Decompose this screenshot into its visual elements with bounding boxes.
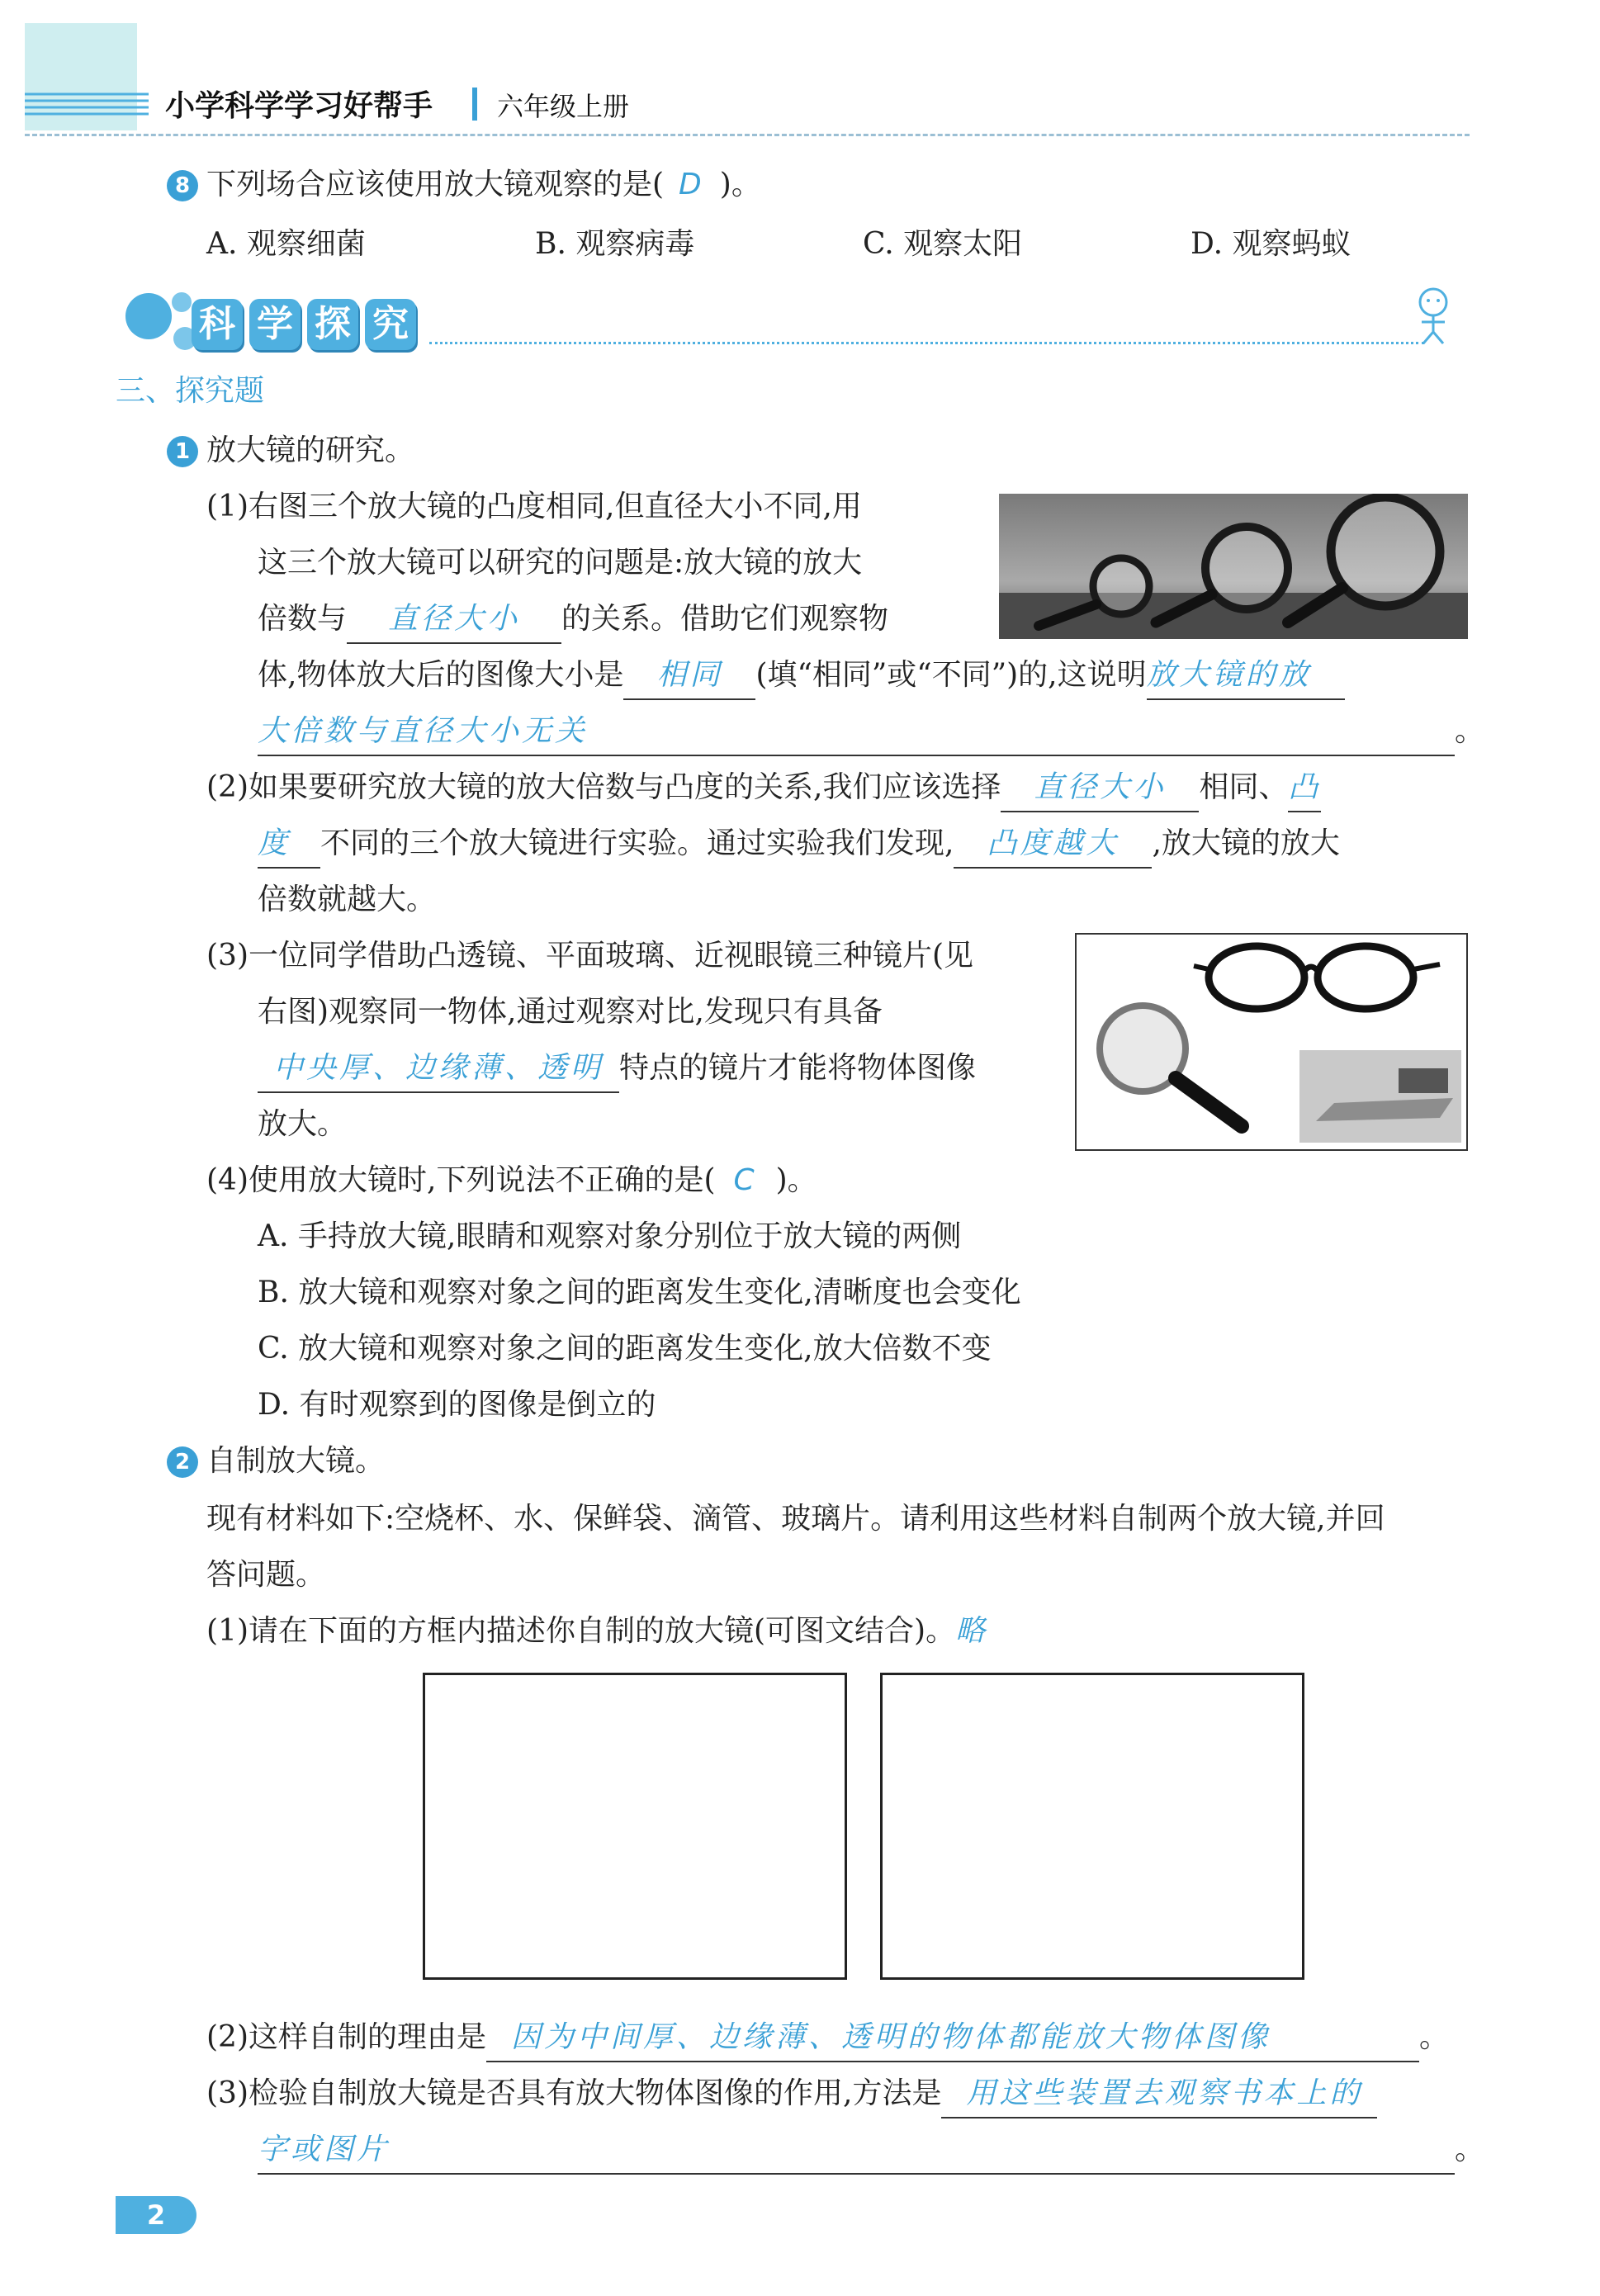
answer-blank: 凸 [1288, 765, 1321, 812]
answer-blank: 直径大小 [347, 596, 561, 644]
banner-char: 学 [249, 299, 301, 350]
p1-s1-line5 [258, 703, 1484, 760]
question-number-badge: 8 [167, 170, 198, 201]
p1-s3-line3 [258, 1040, 976, 1096]
p1-s1-line2: 这三个放大镜可以研究的问题是:放大镜的放大 [258, 546, 863, 580]
p1-s2-line1 [206, 760, 1321, 816]
drawing-box-2[interactable] [880, 1673, 1304, 1980]
option-a: A. 观察细菌 [206, 227, 366, 261]
answer-blank: 因为中间厚、边缘薄、透明的物体都能放大物体图像 [486, 2014, 1419, 2062]
p2-s1 [206, 1603, 985, 1659]
drawing-box-1[interactable] [423, 1673, 847, 1980]
banner-char: 科 [192, 299, 243, 350]
p1-s1-line3 [258, 591, 888, 647]
problem-number-badge: 1 [167, 436, 198, 467]
p1-s3-line1: (3)一位同学借助凸透镜、平面玻璃、近视眼镜三种镜片(见 [206, 939, 974, 973]
banner-divider [429, 342, 1424, 344]
answer-blank: 放大镜的放 [1147, 652, 1345, 700]
p2-intro-line1: 现有材料如下:空烧杯、水、保鲜袋、滴管、玻璃片。请利用这些材料自制两个放大镜,并回 [206, 1502, 1385, 1536]
lenses-illustration [1077, 935, 1466, 1149]
problem-number-badge: 2 [167, 1446, 198, 1478]
answer-blank: 用这些装置去观察书本上的 [941, 2071, 1377, 2118]
line-text: 倍数与 [258, 602, 348, 636]
line-text: 。 [1455, 714, 1485, 748]
question-8-stem [206, 157, 761, 213]
line-text: (1)请在下面的方框内描述你自制的放大镜(可图文结合)。 [206, 1614, 956, 1648]
line-text: ,放大镜的放大 [1152, 826, 1340, 860]
section-title: 三、探究题 [116, 374, 265, 408]
question-stem-end: )。 [719, 168, 761, 201]
p1-s2-line2 [258, 816, 1340, 872]
magnifiers-illustration [999, 494, 1468, 639]
line-text: 不同的三个放大镜进行实验。通过实验我们发现, [320, 826, 954, 860]
p2-intro-line2: 答问题。 [206, 1558, 326, 1592]
answer-text: 略 [955, 1614, 986, 1648]
question-stem-text: 下列场合应该使用放大镜观察的是( [206, 168, 665, 201]
answer-text: D [679, 168, 705, 201]
option-d: D. 观察蚂蚁 [1191, 227, 1351, 261]
line-text: 的关系。借助它们观察物 [561, 602, 889, 636]
banner-bubbles [116, 287, 198, 353]
answer-blank: 字或图片 [258, 2127, 1455, 2175]
p2-s3-line1 [206, 2066, 1377, 2122]
option-c: C. 观察太阳 [863, 227, 1023, 261]
question-stem-text: (4)使用放大镜时,下列说法不正确的是( [206, 1163, 716, 1197]
magnifiers-photo [999, 494, 1468, 639]
header-separator [472, 88, 477, 121]
option-b: B. 观察病毒 [535, 227, 695, 261]
page-number: 2 [116, 2196, 196, 2234]
p1-s1-line4 [258, 647, 1345, 703]
question-stem-end: )。 [775, 1163, 817, 1197]
line-text: (填“相同”或“不同”)的,这说明 [755, 658, 1147, 692]
banner-char: 探 [307, 299, 358, 350]
answer-blank: 凸度越大 [954, 821, 1152, 869]
p1-s4-stem [206, 1153, 817, 1209]
mascot-icon [1404, 281, 1470, 347]
answer-blank: 直径大小 [1001, 765, 1199, 812]
line-text: 。 [1455, 2133, 1485, 2166]
answer-blank: 大倍数与直径大小无关 [258, 708, 1455, 756]
header-divider [25, 134, 1470, 136]
answer-blank: 度 [258, 821, 320, 869]
p1-s1-line1: (1)右图三个放大镜的凸度相同,但直径大小不同,用 [206, 490, 862, 523]
banner-char: 究 [365, 299, 416, 350]
p2-s2 [206, 2010, 1449, 2066]
p1-s4-option-c: C. 放大镜和观察对象之间的距离发生变化,放大倍数不变 [258, 1332, 992, 1366]
p1-s4-option-b: B. 放大镜和观察对象之间的距离发生变化,清晰度也会变化 [258, 1276, 1021, 1309]
p1-s4-option-a: A. 手持放大镜,眼睛和观察对象分别位于放大镜的两侧 [258, 1219, 962, 1253]
line-text: 。 [1419, 2020, 1450, 2054]
line-text: 特点的镜片才能将物体图像 [619, 1051, 977, 1085]
p1-s3-line4: 放大。 [258, 1107, 348, 1141]
line-text: (3)检验自制放大镜是否具有放大物体图像的作用,方法是 [206, 2076, 942, 2110]
p2-s3-line2 [258, 2122, 1484, 2178]
line-text: 体,物体放大后的图像大小是 [258, 658, 624, 692]
p1-s3-line2: 右图)观察同一物体,通过观察对比,发现只有具备 [258, 995, 883, 1029]
problem-2-title: 自制放大镜。 [206, 1444, 386, 1478]
book-title: 小学科学学习好帮手 [165, 89, 433, 123]
line-text: 相同、 [1199, 770, 1289, 804]
answer-blank: 相同 [623, 652, 755, 700]
line-text: (2)如果要研究放大镜的放大倍数与凸度的关系,我们应该选择 [206, 770, 1001, 804]
line-text: (2)这样自制的理由是 [206, 2020, 486, 2054]
p1-s4-option-d: D. 有时观察到的图像是倒立的 [258, 1388, 656, 1422]
p1-s2-line3: 倍数就越大。 [258, 883, 437, 916]
grade-label: 六年级上册 [497, 91, 630, 122]
answer-blank: 中央厚、边缘薄、透明 [258, 1045, 619, 1093]
lenses-photo [1075, 933, 1468, 1151]
answer-text: C [733, 1163, 758, 1197]
problem-1-title: 放大镜的研究。 [206, 433, 415, 467]
